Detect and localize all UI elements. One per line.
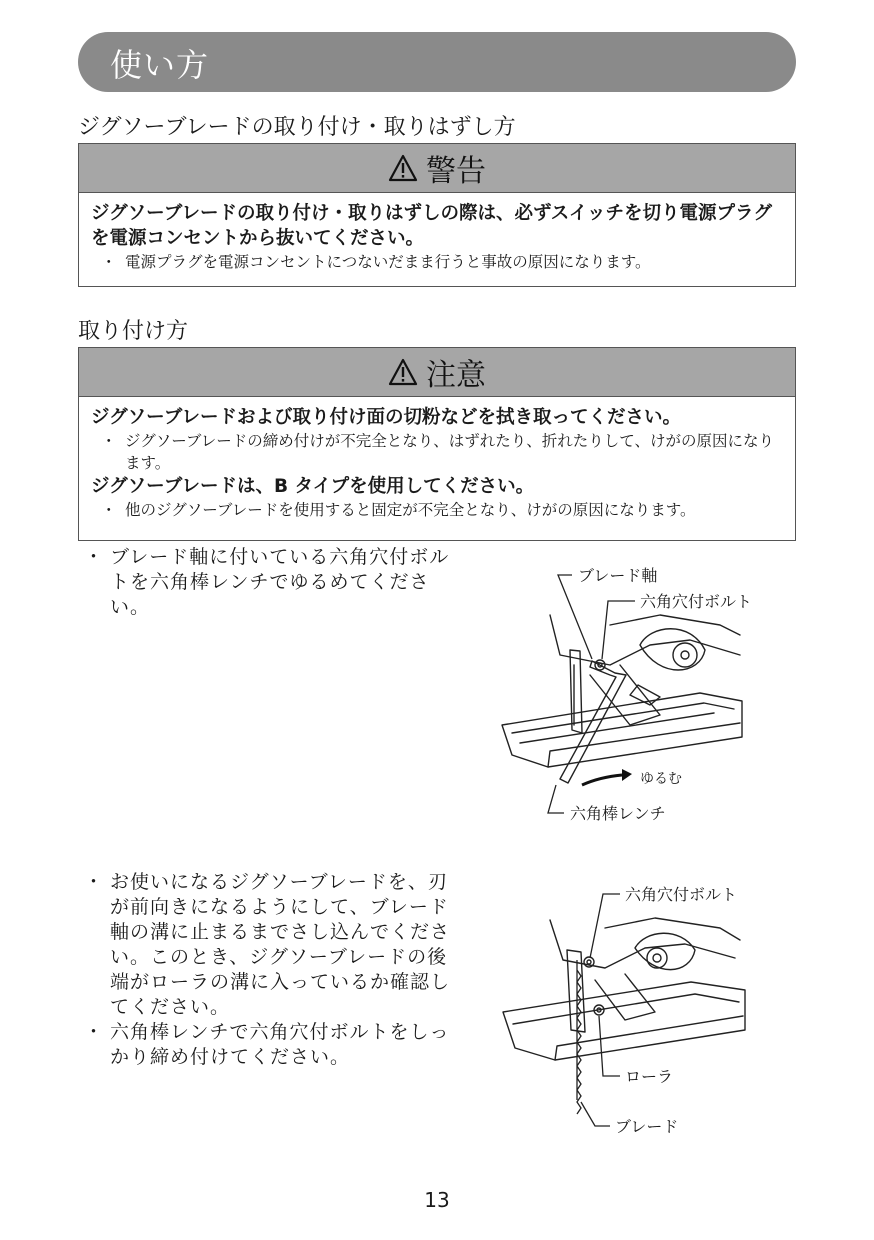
section-heading-attach: 取り付け方 xyxy=(78,319,189,344)
bullet-mark: ・ xyxy=(84,871,105,893)
label-hex-bolt: 六角穴付ボルト xyxy=(625,885,738,904)
page-title: 使い方 xyxy=(110,46,210,84)
bullet-mark: ・ xyxy=(84,546,105,568)
warning-band xyxy=(79,144,795,193)
warning-label: 警告 xyxy=(426,154,486,189)
bullet-mark: ・ xyxy=(101,432,117,450)
list-item xyxy=(84,1020,464,1070)
warning-note-text: 電源プラグを電源コンセントにつないだまま行うと事故の原因になります。 xyxy=(125,253,651,271)
label-hex-wrench: 六角棒レンチ xyxy=(570,804,666,823)
step-text: ブレード軸に付いている六角穴付ボルトを六角棒レンチでゆるめてください。 xyxy=(110,546,450,618)
tool-body-outline xyxy=(550,615,740,665)
warning-note xyxy=(91,251,783,273)
caution-main-text-1: ジグソーブレードおよび取り付け面の切粉などを拭き取ってください。 xyxy=(91,407,681,428)
step-list-2 xyxy=(84,870,464,1070)
warning-triangle-icon xyxy=(388,154,418,182)
page-number: 13 xyxy=(424,1188,450,1212)
label-blade-shaft: ブレード軸 xyxy=(578,566,658,585)
step-list-1 xyxy=(84,545,464,620)
label-blade: ブレード xyxy=(615,1117,679,1136)
list-item xyxy=(84,545,464,620)
warning-main-text: ジグソーブレードの取り付け・取りはずしの際は、必ずスイッチを切り電源プラグを電源コンセントから抜いてください。 xyxy=(91,203,772,249)
caution-note-2 xyxy=(91,499,783,521)
step-text: 六角棒レンチで六角穴付ボルトをしっかり締め付けてください。 xyxy=(110,1021,450,1068)
caution-main-text-2: ジグソーブレードは、B タイプを使用してください。 xyxy=(91,476,535,497)
list-item xyxy=(84,870,464,1020)
loosen-arrow-icon xyxy=(582,775,622,785)
label-roller: ローラ xyxy=(625,1067,674,1086)
caution-band xyxy=(79,348,795,397)
caution-note-text-2: 他のジグソーブレードを使用すると固定が不完全となり、けがの原因になります。 xyxy=(125,501,696,519)
figure-install-blade xyxy=(495,870,795,1150)
caution-note-1 xyxy=(91,430,783,474)
section-header-bar xyxy=(78,32,796,92)
tool-body-outline xyxy=(550,920,735,968)
step-text: お使いになるジグソーブレードを、刃が前向きになるようにして、ブレード軸の溝に止まるまでさし込んでください。このとき、ジグソーブレードの後端がローラの溝に入っているか確認してください。 xyxy=(110,871,451,1018)
caution-triangle-icon xyxy=(388,358,418,386)
label-loosen: ゆるむ xyxy=(640,771,682,787)
caution-label: 注意 xyxy=(426,358,486,393)
bullet-mark: ・ xyxy=(101,501,117,519)
section-heading-attach-detach: ジグソーブレードの取り付け・取りはずし方 xyxy=(78,115,516,140)
warning-box xyxy=(78,143,796,287)
bullet-mark: ・ xyxy=(101,253,117,271)
jigsaw-blade-icon xyxy=(577,960,581,1114)
label-hex-bolt: 六角穴付ボルト xyxy=(640,592,753,611)
bullet-mark: ・ xyxy=(84,1021,105,1043)
caution-note-text-1: ジグソーブレードの締め付けが不完全となり、はずれたり、折れたりして、けがの原因になります。 xyxy=(125,432,774,472)
caution-box xyxy=(78,347,796,541)
blade-shaft-outline xyxy=(570,650,582,733)
figure-loosen-bolt xyxy=(490,555,790,825)
